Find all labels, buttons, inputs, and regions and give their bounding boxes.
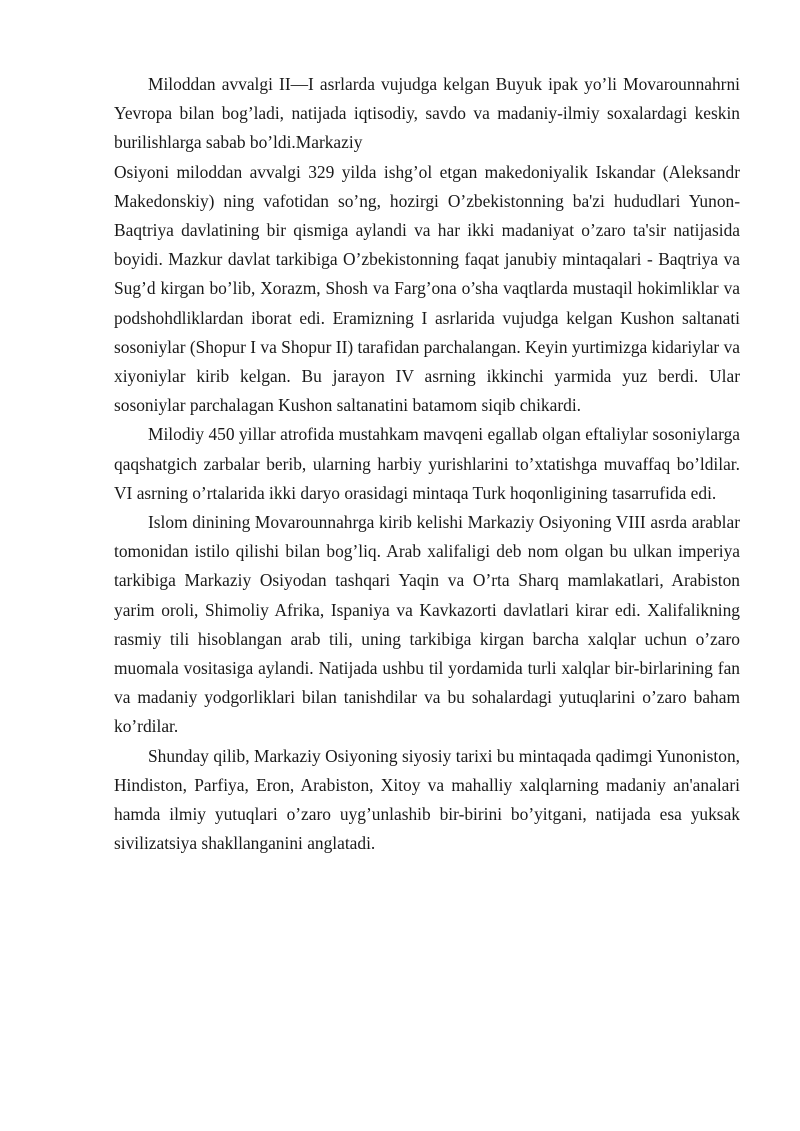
paragraph-silk-road: Miloddan avvalgi II—I asrlarda vujudga kelgan Buyuk ipak yo’li Movarounnahrni Yevropa bilan bog’ladi, natijada iqtisodiy, savdo va madaniy-ilmiy soxalardagi keskin burilishlarga sabab bo’ldi.Markaziy (114, 74, 740, 153)
document-body (114, 70, 740, 858)
paragraph-greco-bactria: Osiyoni miloddan avvalgi 329 yilda ishg’ol etgan makedoniyalik Iskandar (Aleksandr Makedonskiy) ning vafotidan so’ng, hozirgi O’zbekistonning ba'zi hududlari Yunon-Baqtriya davlatining bir qismiga aylandi va har ikki madaniyat o’zaro ta'sir natijasida boyidi. Mazkur davlat tarkibiga O’zbekistonning faqat janubiy mintaqalari - Baqtriya va Sug’d kirgan bo’lib, Xorazm, Shosh va Farg’ona o’sha vaqtlarda mustaqil hokimliklar va podshohdliklardan iborat edi. Eramizning I asrlarida vujudga kelgan Kushon saltanati sosoniylar (Shopur I va Shopur II) tarafidan parchalangan. Keyin yurtimizga kidariylar va xiyoniylar kirib kelgan. Bu jarayon IV asrning ikkinchi yarmida yuz berdi. Ular sosoniylar parchalagan Kushon saltanatini batamom siqib chikardi. (114, 161, 740, 416)
paragraph-islam-arrival: Islom dinining Movarounnahrga kirib kelishi Markaziy Osiyoning VIII asrda arablar tomonidan istilo qilishi bilan bog’liq. Arab xalifaligi deb nom olgan bu ulkan imperiya tarkibiga Markaziy Osiyodan tashqari Yaqin va O’rta Sharq mamlakatlari, Arabiston yarim oroli, Shimoliy Afrika, Ispaniya va Kavkazorti davlatlari kirar edi. Xalifalikning rasmiy tili hisoblangan arab tili, uning tarkibiga kirgan barcha xalqlar uchun o’zaro muomala vositasiga aylandi. Natijada ushbu til yordamida turli xalqlar bir-birlarining fan va madaniy yodgorliklari bilan tanishdilar va bu sohalardagi yutuqlarini o’zaro baham ko’rdilar. (114, 512, 740, 737)
paragraph-ephthalites: Milodiy 450 yillar atrofida mustahkam mavqeni egallab olgan eftaliylar sosoniylarga qaqshatgich zarbalar berib, ularning harbiy yurishlarini to’xtatishga muvaffaq bo’ldilar. VI asrning o’rtalarida ikki daryo orasidagi mintaqa Turk hoqonligining tasarrufida edi. (114, 424, 740, 503)
paragraph-conclusion: Shunday qilib, Markaziy Osiyoning siyosiy tarixi bu mintaqada qadimgi Yunoniston, Hindiston, Parfiya, Eron, Arabiston, Xitoy va mahalliy xalqlarning madaniy an'analari hamda ilmiy yutuqlari o’zaro uyg’unlashib bir-birini bo’yitgani, natijada esa yuksak sivilizatsiya shakllanganini anglatadi. (114, 745, 740, 854)
